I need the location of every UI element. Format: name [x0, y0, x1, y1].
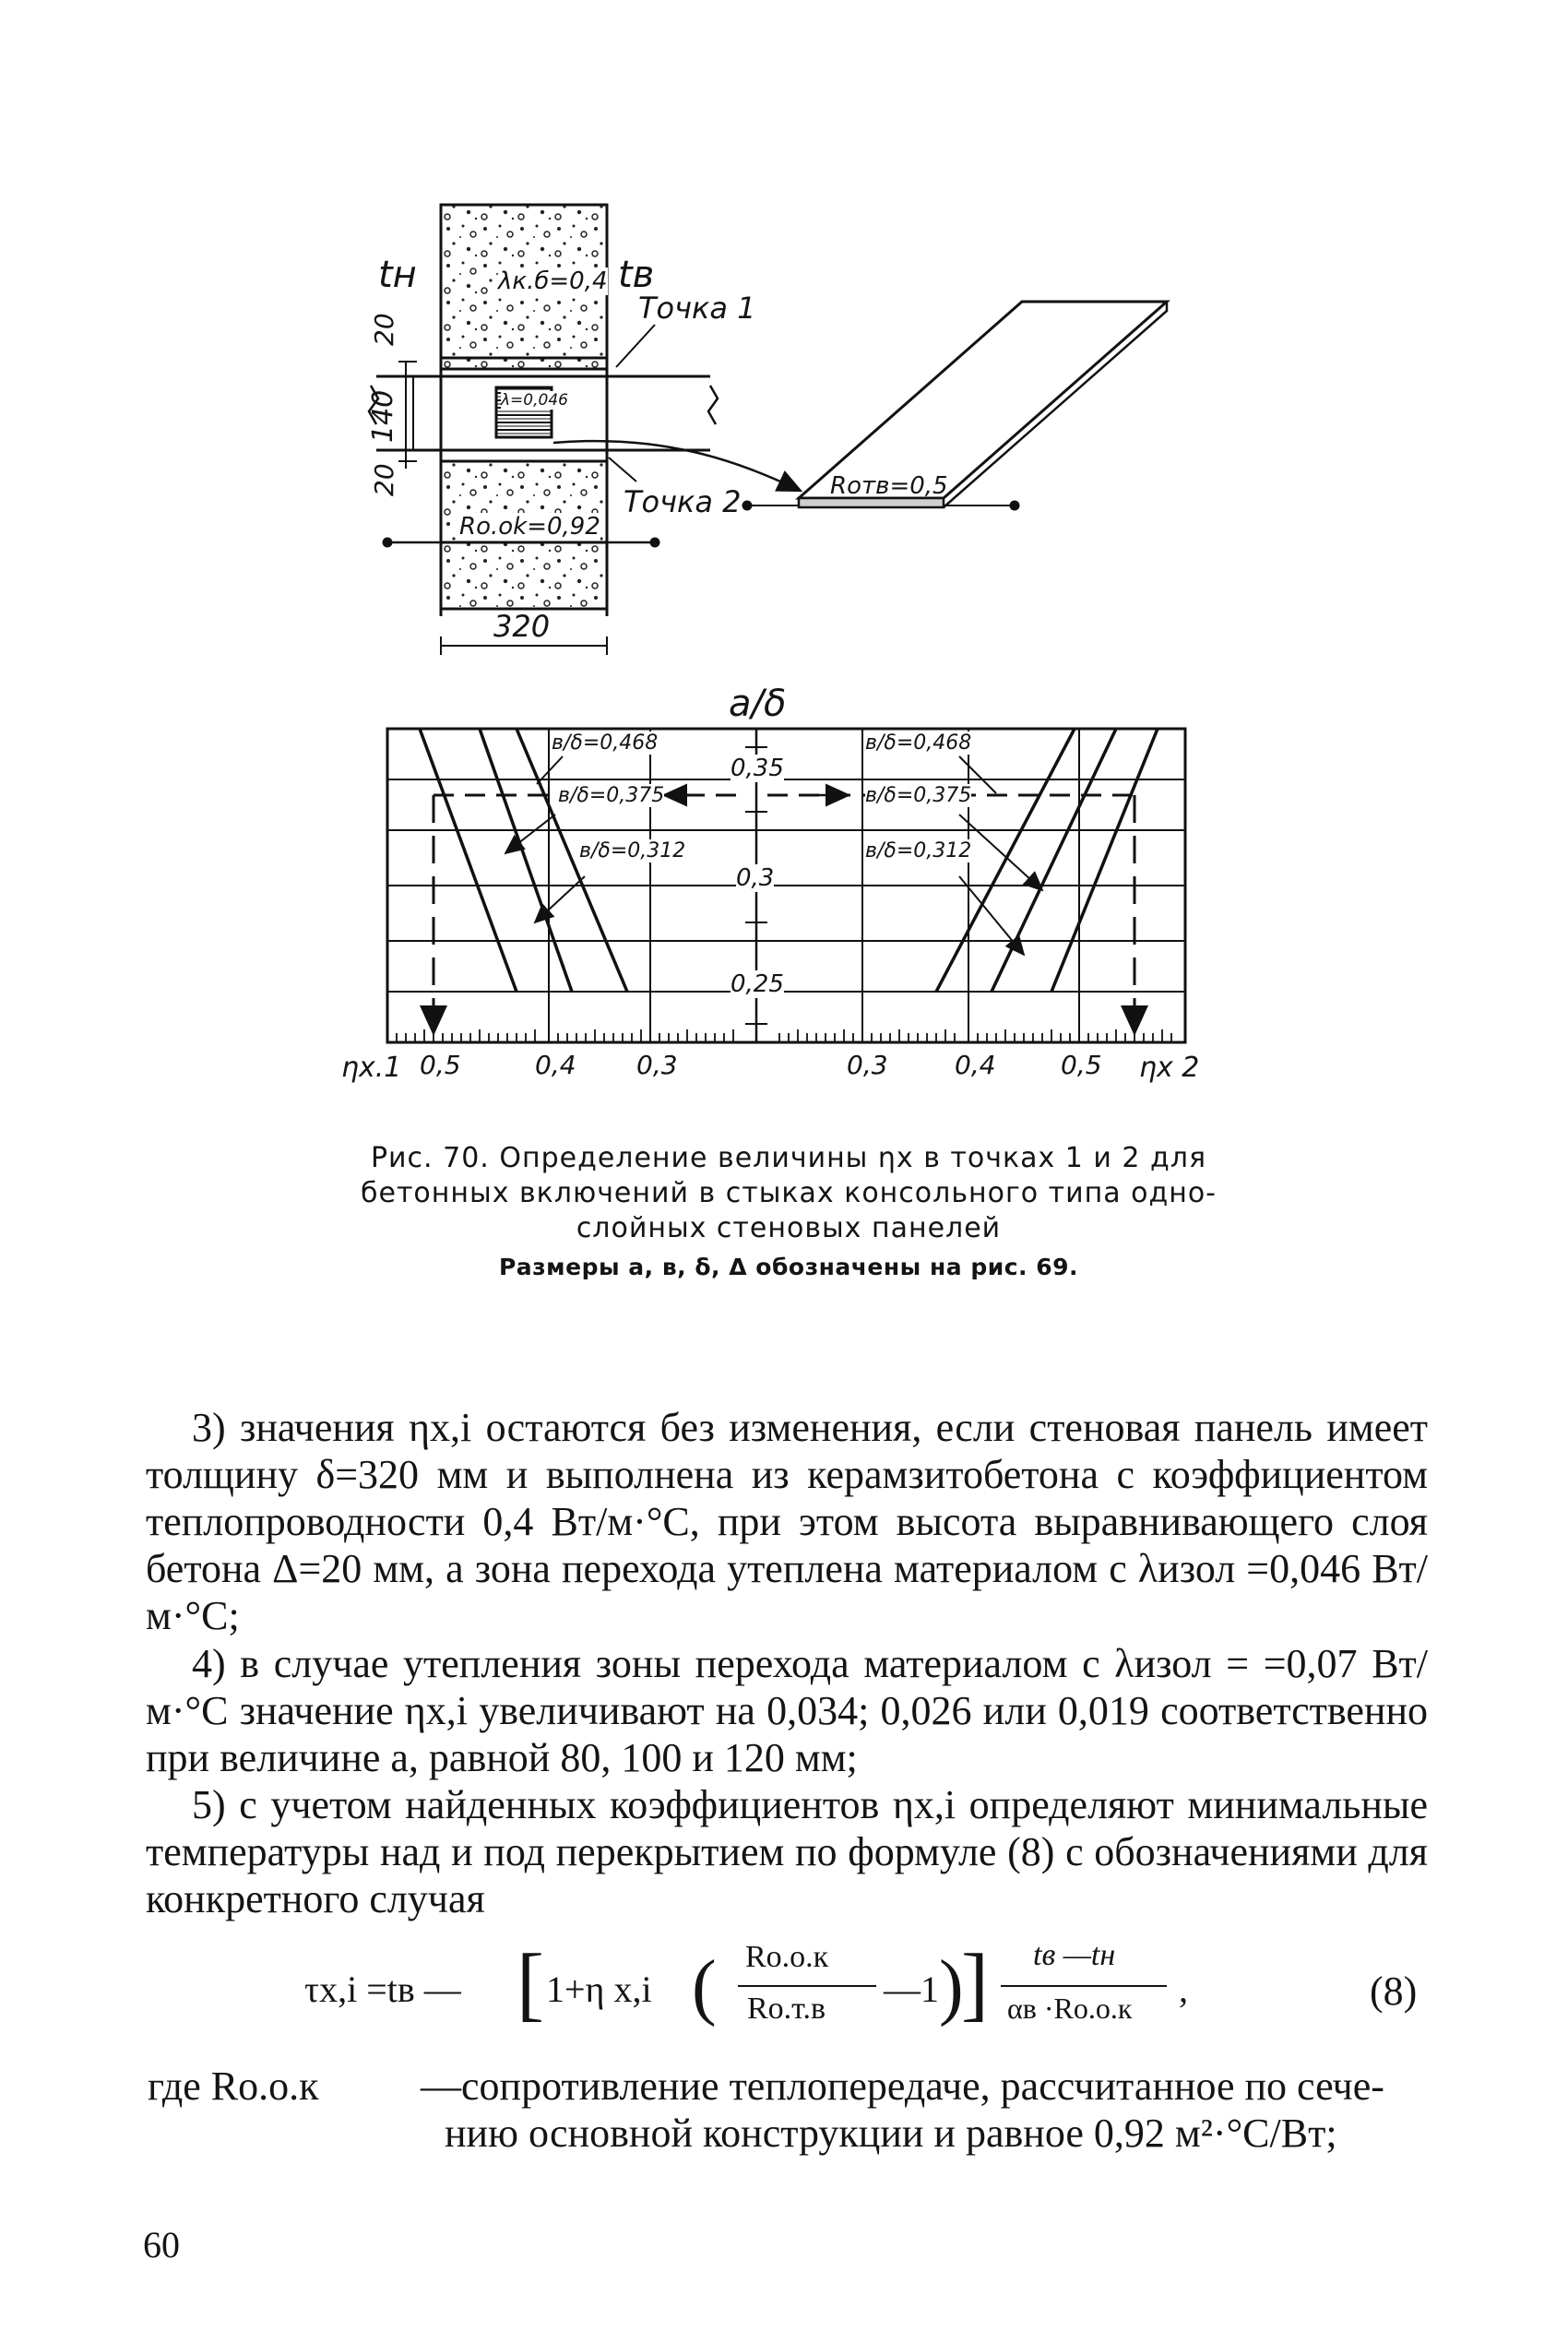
- figure-caption-line-2: бетонных включений в стыках консольного типа одно-: [360, 1177, 1218, 1209]
- formula-lhs: τx,i =tв —: [304, 1968, 461, 2010]
- bottom-left-tick-05: 0,5: [420, 1050, 461, 1080]
- center-tick-025: 0,25: [731, 970, 784, 998]
- center-tick-03: 0,3: [736, 864, 775, 892]
- label-tv: tв: [618, 254, 655, 296]
- formula-num1: Ro.o.к: [745, 1940, 829, 1974]
- right-label-0468: в/δ=0,468: [865, 731, 972, 755]
- formula-fraction-bar-2: [1001, 1985, 1167, 1987]
- figure-caption-line-1: Рис. 70. Определение величины ηx в точках 1 и 2 для: [370, 1142, 1207, 1174]
- label-dim-20-bottom: 20: [369, 463, 399, 496]
- figure-drawing: [0, 0, 1568, 1162]
- formula-paren-open: (: [692, 1946, 717, 2028]
- label-dim-320: 320: [493, 609, 551, 644]
- eta-right-label: ηx 2: [1139, 1052, 1200, 1084]
- where-definition-line-2: нию основной конструкции и равное 0,92 м²·°С/Вт;: [445, 2111, 1337, 2156]
- left-label-0375: в/δ=0,375: [558, 784, 665, 807]
- label-dim-140: 140: [367, 389, 399, 443]
- bottom-right-tick-04: 0,4: [955, 1050, 996, 1080]
- right-label-0375: в/δ=0,375: [865, 784, 972, 807]
- formula-num2: tв —tн: [1033, 1938, 1116, 1972]
- formula-paren-close: ): [939, 1946, 964, 2028]
- formula-bracket-close: ]: [961, 1938, 989, 2029]
- formula-den2: αв ·Ro.o.к: [1007, 1992, 1133, 2025]
- where-definition-line-1: —сопротивление теплопередаче, рассчитанное по сече-: [421, 2064, 1384, 2109]
- formula-den1: Ro.т.в: [747, 1992, 826, 2026]
- figure-caption-note: Размеры а, в, δ, Δ обозначены на рис. 69.: [498, 1254, 1079, 1280]
- paragraph-3: 3) значения ηx,i остаются без изменения, если стеновая панель имеет толщину δ=320 мм и выполнена из керамзитобетона с коэффициентом теплопроводности 0,4 Вт/м·°С, при этом высота выравнивающего слоя бетона Δ=20 мм, а зона перехода утеплена материалом с λизол =0,046 Вт/м·°С;: [146, 1405, 1428, 1638]
- bottom-left-tick-03: 0,3: [636, 1050, 678, 1080]
- center-tick-035: 0,35: [731, 755, 784, 782]
- formula-number: (8): [1370, 1968, 1418, 2014]
- formula-8: [304, 1933, 1439, 2043]
- nomogram-grid: [387, 729, 1185, 1042]
- label-r-otv: Rотв=0,5: [830, 472, 948, 500]
- label-point-2: Точка 2: [624, 484, 742, 519]
- nomogram-axis-title: a/δ: [729, 683, 787, 725]
- label-tn: tн: [378, 254, 417, 296]
- bottom-right-tick-05: 0,5: [1061, 1050, 1102, 1080]
- where-label: где Ro.o.к: [148, 2064, 319, 2109]
- left-label-0312: в/δ=0,312: [579, 839, 686, 862]
- left-label-0468: в/δ=0,468: [552, 731, 659, 755]
- label-r-ook: Ro.ok=0,92: [459, 513, 600, 541]
- formula-minus1: —1: [884, 1968, 939, 2010]
- eta-left-label: ηx.1: [341, 1052, 402, 1084]
- bottom-right-tick-03: 0,3: [847, 1050, 888, 1080]
- nomogram-lines: [420, 729, 1158, 992]
- formula-bracket-open: [: [517, 1938, 544, 2029]
- formula-inner: 1+η x,i: [546, 1968, 652, 2010]
- paragraph-5: 5) с учетом найденных коэффициентов ηx,i определяют минимальные температуры над и под перекрытием по формуле (8) с обозначениями для конкретного случая: [146, 1782, 1428, 1921]
- label-point-1: Точка 1: [638, 291, 756, 326]
- right-label-0312: в/δ=0,312: [865, 839, 972, 862]
- page-number: 60: [143, 2224, 180, 2266]
- formula-fraction-bar-1: [738, 1985, 876, 1987]
- figure-caption-line-3: слойных стеновых панелей: [576, 1212, 1002, 1244]
- label-dim-20-top: 20: [369, 313, 399, 346]
- bottom-left-tick-04: 0,4: [535, 1050, 576, 1080]
- paragraph-4: 4) в случае утепления зоны перехода материалом с λизол = =0,07 Вт/м·°С значение ηx,i увеличивают на 0,034; 0,026 или 0,019 соответственно при величине a, равной 80, 100 и 120 мм;: [146, 1641, 1428, 1780]
- formula-comma: ,: [1179, 1968, 1188, 2010]
- label-lambda-insul: λ=0,046: [501, 391, 568, 410]
- label-lambda-kb: λк.б=0,4: [498, 268, 608, 295]
